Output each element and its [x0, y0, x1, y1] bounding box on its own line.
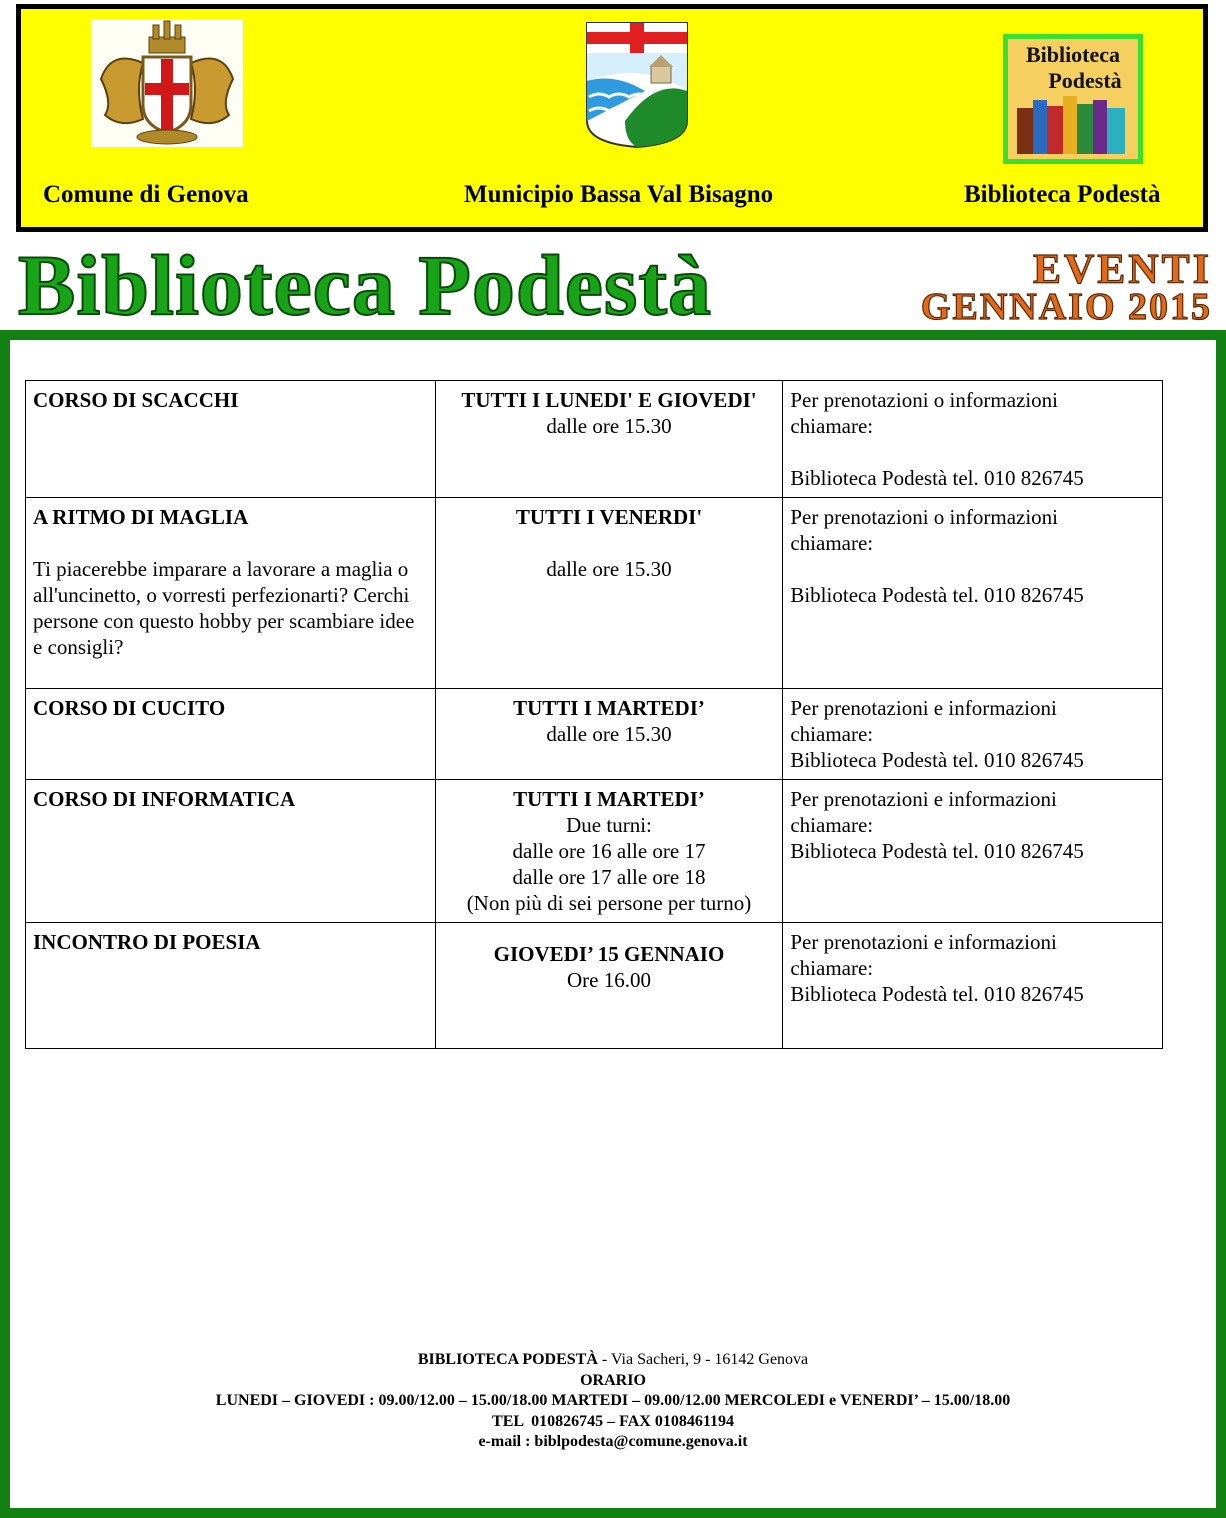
genova-coat-of-arms — [91, 19, 243, 147]
event-when-cell — [435, 780, 783, 923]
event-contact-cell — [783, 923, 1163, 1049]
event-when-title: GIOVEDI’ 15 GENNAIO — [493, 942, 725, 966]
event-description: Ti piacerebbe imparare a lavorare a maglia o all'uncinetto, o vorresti perfezionarti? Cerchi persone con questo hobby per scambiare idee e consigli? — [33, 557, 415, 659]
municipio-shield — [585, 21, 689, 149]
contact-line: chiamare: — [790, 813, 874, 837]
footer-hours: LUNEDI – GIOVEDI : 09.00/12.00 – 15.00/18.00 MARTEDI – 09.00/12.00 MERCOLEDI e VENERDI’ – 15.00/18.00 — [215, 1392, 1011, 1409]
events-label-line2: GENNAIO 2015 — [920, 285, 1212, 328]
event-name-cell — [26, 780, 436, 923]
contact-line: Per prenotazioni e informazioni — [790, 930, 1057, 954]
event-contact-cell — [783, 381, 1163, 498]
label-comune-genova: Comune di Genova — [43, 181, 249, 208]
event-when-detail: dalle ore 15.30 — [546, 722, 672, 746]
event-name-cell — [26, 498, 436, 689]
footer-email: e-mail : biblpodesta@comune.genova.it — [478, 1433, 748, 1450]
event-when-detail: Due turni: — [566, 813, 652, 837]
event-contact-cell — [783, 689, 1163, 780]
event-contact-cell — [783, 780, 1163, 923]
event-when-cell — [435, 923, 783, 1049]
logo-text-line2: Podestà — [1048, 68, 1122, 93]
event-when-detail: Ore 16.00 — [567, 968, 651, 992]
event-name: INCONTRO DI POESIA — [33, 930, 261, 954]
contact-line: chiamare: — [790, 414, 874, 438]
event-when-detail: (Non più di sei persone per turno) — [466, 891, 752, 915]
contact-line: Biblioteca Podestà tel. 010 826745 — [790, 748, 1084, 772]
table-row — [26, 780, 1163, 923]
event-when-detail: dalle ore 17 alle ore 18 — [512, 865, 706, 889]
contact-line: Biblioteca Podestà tel. 010 826745 — [790, 982, 1084, 1006]
event-when-detail: dalle ore 15.30 — [546, 557, 672, 581]
label-municipio: Municipio Bassa Val Bisagno — [464, 181, 774, 208]
event-when-detail: dalle ore 16 alle ore 17 — [512, 839, 706, 863]
event-when-title: TUTTI I LUNEDI' E GIOVEDI' — [461, 388, 757, 412]
contact-line: Per prenotazioni o informazioni — [790, 388, 1059, 412]
table-row — [26, 498, 1163, 689]
footer-address-rest: - Via Sacheri, 9 - 16142 Genova — [597, 1351, 809, 1368]
events-table — [25, 380, 1163, 1049]
logo-text-line1: Biblioteca — [1025, 42, 1121, 67]
page-title: Biblioteca Podestà — [18, 237, 712, 333]
events-month-label — [820, 247, 1212, 328]
event-name: A RITMO DI MAGLIA — [33, 505, 249, 529]
biblioteca-logo — [1003, 34, 1143, 164]
contact-line: Per prenotazioni e informazioni — [790, 787, 1057, 811]
header-banner — [16, 4, 1208, 232]
event-name: CORSO DI CUCITO — [33, 696, 226, 720]
event-name-cell — [26, 381, 436, 498]
event-name: CORSO DI SCACCHI — [33, 388, 239, 412]
footer-phone: TEL 010826745 – FAX 0108461194 — [492, 1412, 734, 1430]
event-name-cell — [26, 689, 436, 780]
footer-info — [0, 1350, 1226, 1453]
contact-line: Per prenotazioni e informazioni — [790, 696, 1057, 720]
event-when-title: TUTTI I MARTEDI’ — [513, 787, 705, 811]
table-row — [26, 923, 1163, 1049]
table-row — [26, 381, 1163, 498]
contact-line: chiamare: — [790, 531, 874, 555]
event-contact-cell — [783, 498, 1163, 689]
event-when-title: TUTTI I VENERDI' — [515, 505, 703, 529]
event-when-cell — [435, 381, 783, 498]
contact-line: chiamare: — [790, 956, 874, 980]
table-row — [26, 689, 1163, 780]
event-when-detail: dalle ore 15.30 — [546, 414, 672, 438]
contact-line: Biblioteca Podestà tel. 010 826745 — [790, 583, 1084, 607]
contact-line: Per prenotazioni o informazioni — [790, 505, 1059, 529]
label-biblioteca: Biblioteca Podestà — [964, 181, 1161, 208]
events-label-line1: EVENTI — [1032, 247, 1212, 293]
event-when-cell — [435, 689, 783, 780]
event-name-cell — [26, 923, 436, 1049]
event-when-title: TUTTI I MARTEDI’ — [513, 696, 705, 720]
event-when-cell — [435, 498, 783, 689]
contact-line: chiamare: — [790, 722, 874, 746]
contact-line: Biblioteca Podestà tel. 010 826745 — [790, 839, 1084, 863]
event-name: CORSO DI INFORMATICA — [33, 787, 296, 811]
contact-line: Biblioteca Podestà tel. 010 826745 — [790, 466, 1084, 490]
footer-address-name: BIBLIOTECA PODESTÀ — [417, 1351, 598, 1368]
footer-orario-label: ORARIO — [580, 1371, 646, 1389]
footer-address — [0, 1350, 1226, 1371]
